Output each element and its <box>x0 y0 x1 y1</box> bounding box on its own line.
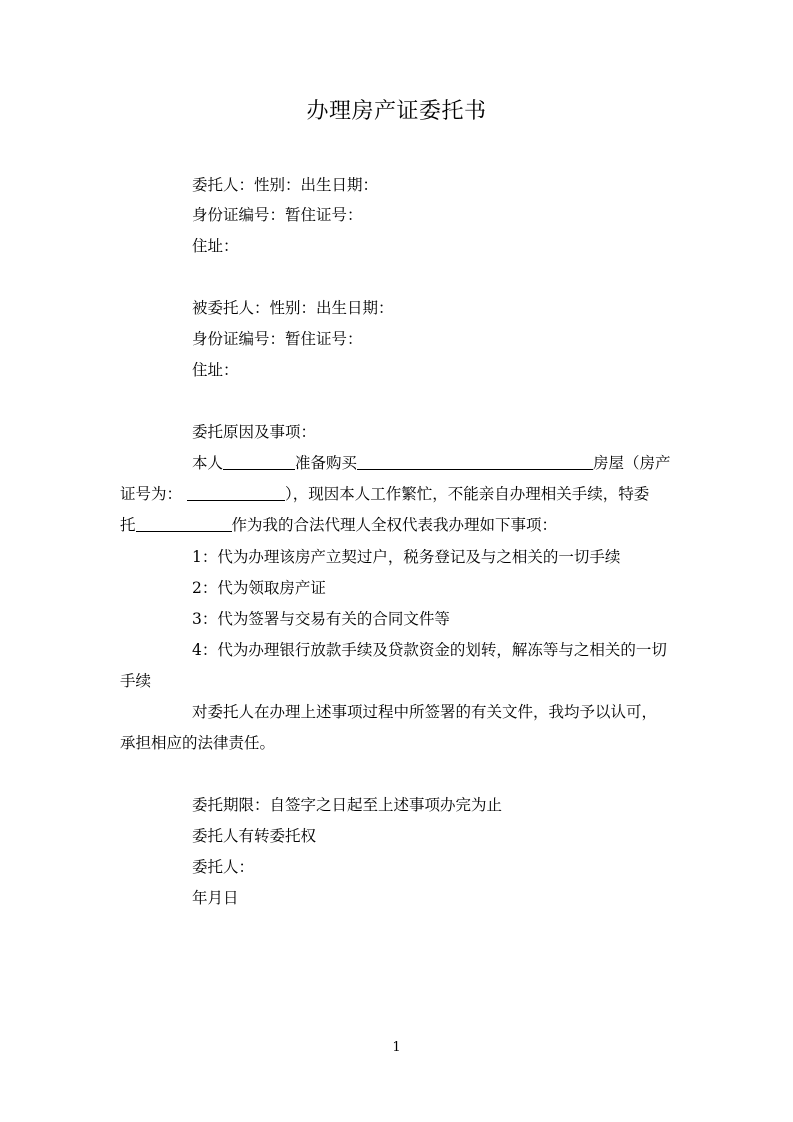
body-line-3 <box>120 514 557 536</box>
signature-line: 委托人： <box>192 858 255 876</box>
approval-line-1: 对委托人在办理上述事项过程中所签署的有关文件，我均予以认可， <box>192 703 658 721</box>
reason-heading: 委托原因及事项： <box>192 423 317 441</box>
body-line-2 <box>120 483 649 505</box>
date-line: 年月日 <box>192 889 239 907</box>
agent-name-blank <box>136 515 232 532</box>
property-address-blank <box>357 453 593 470</box>
body-text: 托 <box>120 516 136 534</box>
body-text: 本人 <box>192 454 224 472</box>
body-text: ），现因本人工作繁忙，不能亲自办理相关手续，特委 <box>284 485 650 503</box>
list-item: 2：代为领取房产证 <box>192 579 326 597</box>
document-title: 办理房产证委托书 <box>306 99 487 124</box>
body-text: 房屋（房产 <box>593 454 671 472</box>
principal-line-2: 身份证编号：暂住证号： <box>192 206 363 224</box>
transfer-line: 委托人有转委托权 <box>192 827 317 845</box>
principal-name-blank <box>223 453 295 470</box>
principal-line-1: 委托人：性别：出生日期： <box>192 176 379 194</box>
list-item: 1：代为办理该房产立契过户，税务登记及与之相关的一切手续 <box>192 548 621 566</box>
agent-line-3: 住址： <box>192 361 239 379</box>
body-text: 作为我的合法代理人全权代表我办理如下事项： <box>231 516 558 534</box>
agent-line-2: 身份证编号：暂住证号： <box>192 330 363 348</box>
list-item: 3：代为签署与交易有关的合同文件等 <box>192 610 450 628</box>
page-number: 1 <box>392 1040 401 1055</box>
body-text: 准备购买 <box>295 454 358 472</box>
list-item: 4：代为办理银行放款手续及贷款资金的划转，解冻等与之相关的一切 <box>192 641 667 659</box>
principal-line-3: 住址： <box>192 237 239 255</box>
body-text: 证号为： <box>120 485 183 503</box>
agent-line-1: 被委托人：性别：出生日期： <box>192 299 394 317</box>
body-line-1 <box>192 452 671 474</box>
approval-line-2: 承担相应的法律责任。 <box>120 734 276 752</box>
term-line: 委托期限：自签字之日起至上述事项办完为止 <box>192 796 503 814</box>
certificate-number-blank <box>187 484 285 501</box>
list-item-continuation: 手续 <box>120 672 152 690</box>
